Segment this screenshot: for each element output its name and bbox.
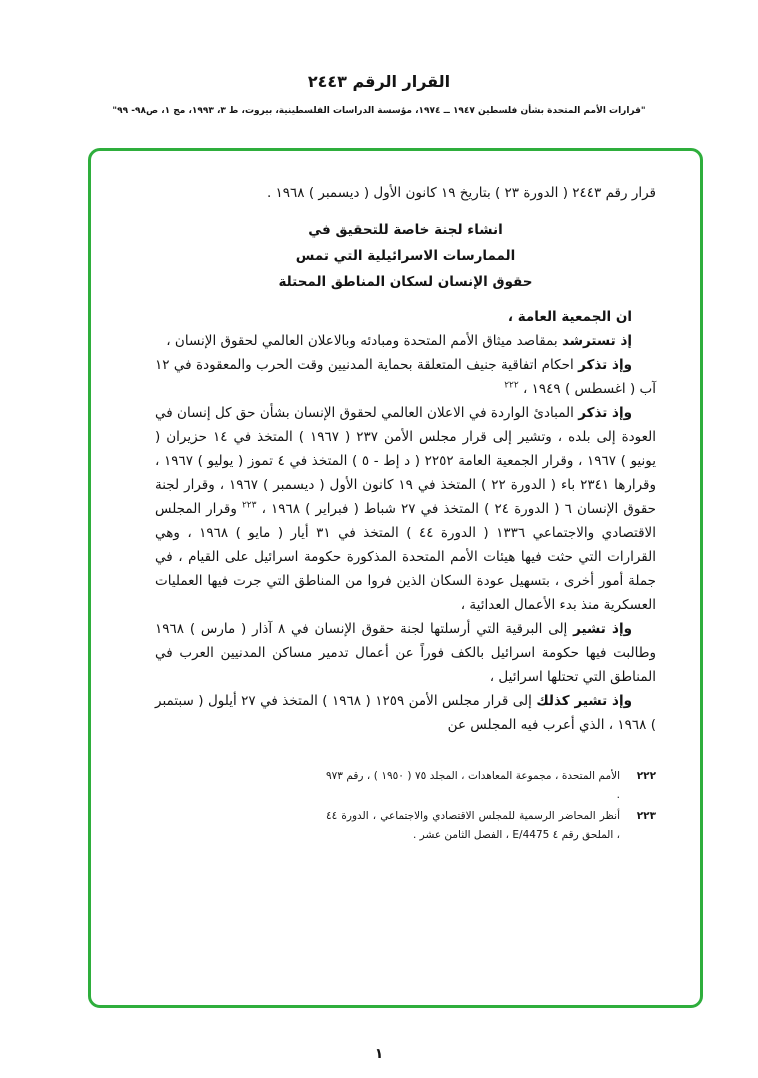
page-number: ١ xyxy=(374,1046,384,1062)
paragraph-text: إلى البرقية التي أرسلتها لجنة حقوق الإنسان في ٨ آذار ( مارس ) ١٩٦٨ وطالبت فيها حكومة اسرائيل بالكف فوراً عن أعمال تدمير مساكن المدنيين العرب في المناطق التي تحتلها اسرائيل ، xyxy=(155,621,656,685)
paragraph xyxy=(155,353,656,401)
footnote-marker: ٢٢٣ xyxy=(241,500,257,511)
paragraph-text: بمقاصد ميثاق الأمم المتحدة ومبادئه وبالاعلان العالمي لحقوق الإنسان ، xyxy=(166,333,562,349)
resolution-heading xyxy=(155,217,656,295)
resolution-heading-line-3: حقوق الإنسان لسكان المناطق المحتلة xyxy=(278,274,533,290)
paragraph xyxy=(155,305,656,329)
paragraph-lead: وإذ تشير كذلك xyxy=(536,693,632,709)
paragraph-lead: وإذ تذكر xyxy=(578,405,633,421)
resolution-heading-line-1: انشاء لجنة خاصة للتحقيق في xyxy=(308,222,503,238)
footnote-text: الأمم المتحدة ، مجموعة المعاهدات ، المجلد ٧٥ ( ١٩٥٠ ) ، رقم ٩٧٣ . xyxy=(326,770,620,801)
footnote-text: أنظر المحاضر الرسمية للمجلس الاقتصادي والاجتماعي ، الدورة ٤٤ ، الملحق رقم ٤ E/4475 ، الفصل الثامن عشر . xyxy=(326,810,620,841)
paragraph xyxy=(155,617,656,689)
paragraph-text: وقرار المجلس الاقتصادي والاجتماعي ١٣٣٦ ( الدورة ٤٤ ) المتخذ في ٣١ أيار ( مايو ) ١٩٦٨ ، وهي القرارات التي حثت فيها هيئات الأمم المتحدة المذكورة حكومة اسرائيل على القيام ، في جملة أمور أخرى ، بتسهيل عودة السكان الذين فروا من المناطق التي جرت فيها العمليات العسكرية منذ بدء الأعمال العدائية ، xyxy=(155,501,656,613)
footnote-number: ٢٢٢ xyxy=(636,770,656,782)
green-border-frame xyxy=(88,148,703,1008)
body-paragraphs xyxy=(155,305,656,737)
footnote-number: ٢٢٣ xyxy=(636,810,656,822)
paragraph-lead: إذ تسترشد xyxy=(561,333,632,349)
paragraph-lead: وإذ تشير xyxy=(573,621,632,637)
paragraph xyxy=(155,689,656,737)
footnote xyxy=(326,767,656,805)
paragraph-text: إلى قرار مجلس الأمن ١٢٥٩ ( ١٩٦٨ ) المتخذ في ٢٧ أيلول ( سبتمبر ) ١٩٦٨ ، الذي أعرب فيه المجلس عن xyxy=(155,693,656,733)
paragraph-lead: ان الجمعية العامة ، xyxy=(507,309,632,325)
paragraph xyxy=(155,329,656,353)
footnotes xyxy=(326,767,656,845)
source-citation: "قرارات الأمم المتحدة بشأن فلسطين ١٩٤٧ ــ ١٩٧٤، مؤسسة الدراسات الفلسطينية، بيروت، ط ٣، ١٩٩٣، مج ١، ص٩٨- ٩٩" xyxy=(112,106,646,116)
paragraph xyxy=(155,401,656,617)
paragraph-text: المبادئ الواردة في الاعلان العالمي لحقوق الإنسان بشأن حق كل إنسان في العودة إلى بلده ، وتشير إلى قرار مجلس الأمن ٢٣٧ ( ١٩٦٧ ) المتخذ في ١٤ حزيران ( يونيو ) ١٩٦٧ ، وقرار الجمعية العامة ٢٢٥٢ ( د إط - ٥ ) المتخذ في ٤ تموز ( يوليو ) ١٩٦٧ ، وقرارها ٢٣٤١ باء ( الدورة ٢٢ ) المتخذ في ١٩ كانون الأول ( ديسمبر ) ١٩٦٧ ، وقرار لجنة حقوق الإنسان ٦ ( الدورة ٢٤ ) المتخذ في ٢٧ شباط ( فبراير ) ١٩٦٨ ، xyxy=(155,405,657,517)
footnote-marker: ٢٢٢ xyxy=(504,380,519,391)
paragraph-lead: وإذ تذكر xyxy=(578,357,633,373)
page-title: القرار الرقم ٢٤٤٣ xyxy=(307,72,451,91)
resolution-intro: قرار رقم ٢٤٤٣ ( الدورة ٢٣ ) بتاريخ ١٩ كانون الأول ( ديسمبر ) ١٩٦٨ . xyxy=(266,185,656,201)
footnote xyxy=(326,807,656,845)
resolution-heading-line-2: الممارسات الاسرائيلية التي تمس xyxy=(295,248,516,264)
paragraph-text: احكام اتفاقية جنيف المتعلقة بحماية المدنيين وقت الحرب والمعقودة في ١٢ آب ( اغسطس ) ١٩٤٩ ، xyxy=(155,357,656,397)
